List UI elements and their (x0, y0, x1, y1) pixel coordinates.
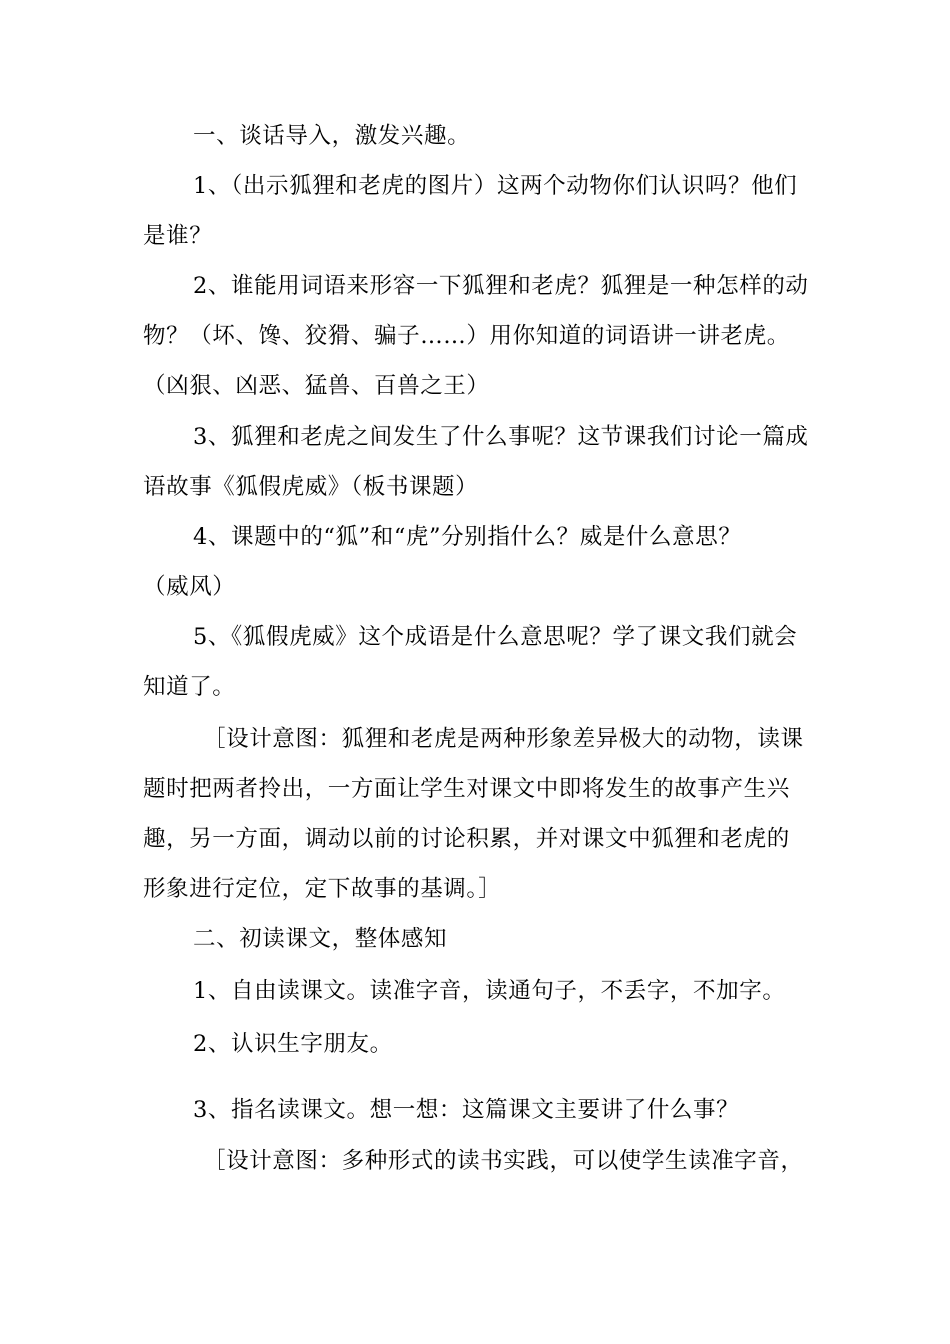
design-intent-line: 题时把两者拎出，一方面让学生对课文中即将发生的故事产生兴 (143, 776, 790, 802)
paragraph-line: 1、自由读课文。读准字音，读通句子，不丢字，不加字。 (193, 978, 786, 1004)
paragraph-line: 3、狐狸和老虎之间发生了什么事呢？这节课我们讨论一篇成 (193, 424, 809, 450)
design-intent-line: ［设计意图：狐狸和老虎是两种形象差异极大的动物，读课 (203, 726, 804, 752)
paragraph-line: 物？（坏、馋、狡猾、骗子……）用你知道的词语讲一讲老虎。 (143, 323, 790, 349)
paragraph-line: 是谁？ (143, 223, 213, 249)
section-heading-1: 一、谈话导入，激发兴趣。 (193, 123, 471, 149)
paragraph-line: 2、认识生字朋友。 (193, 1031, 393, 1057)
section-heading-2: 二、初读课文，整体感知 (193, 926, 448, 952)
design-intent-line: 形象进行定位，定下故事的基调。］ (143, 876, 502, 902)
paragraph-line: 5、《狐假虎威》这个成语是什么意思呢？学了课文我们就会 (193, 624, 798, 650)
design-intent-line: ［设计意图：多种形式的读书实践，可以使学生读准字音， (203, 1148, 804, 1174)
paragraph-line: 3、指名读课文。想一想：这篇课文主要讲了什么事？ (193, 1097, 740, 1123)
paragraph-line: （威风） (143, 574, 236, 600)
paragraph-line: 语故事《狐假虎威》（板书课题） (143, 474, 479, 500)
paragraph-line: （凶狠、凶恶、猛兽、百兽之王） (143, 373, 490, 399)
paragraph-line: 2、谁能用词语来形容一下狐狸和老虎？狐狸是一种怎样的动 (193, 273, 809, 299)
paragraph-line: 4、课题中的“狐”和“虎”分别指什么？威是什么意思？ (193, 524, 742, 550)
paragraph-line: 知道了。 (143, 674, 236, 700)
paragraph-line: 1、（出示狐狸和老虎的图片）这两个动物你们认识吗？他们 (193, 173, 798, 199)
design-intent-line: 趣，另一方面，调动以前的讨论积累，并对课文中狐狸和老虎的 (143, 826, 790, 852)
